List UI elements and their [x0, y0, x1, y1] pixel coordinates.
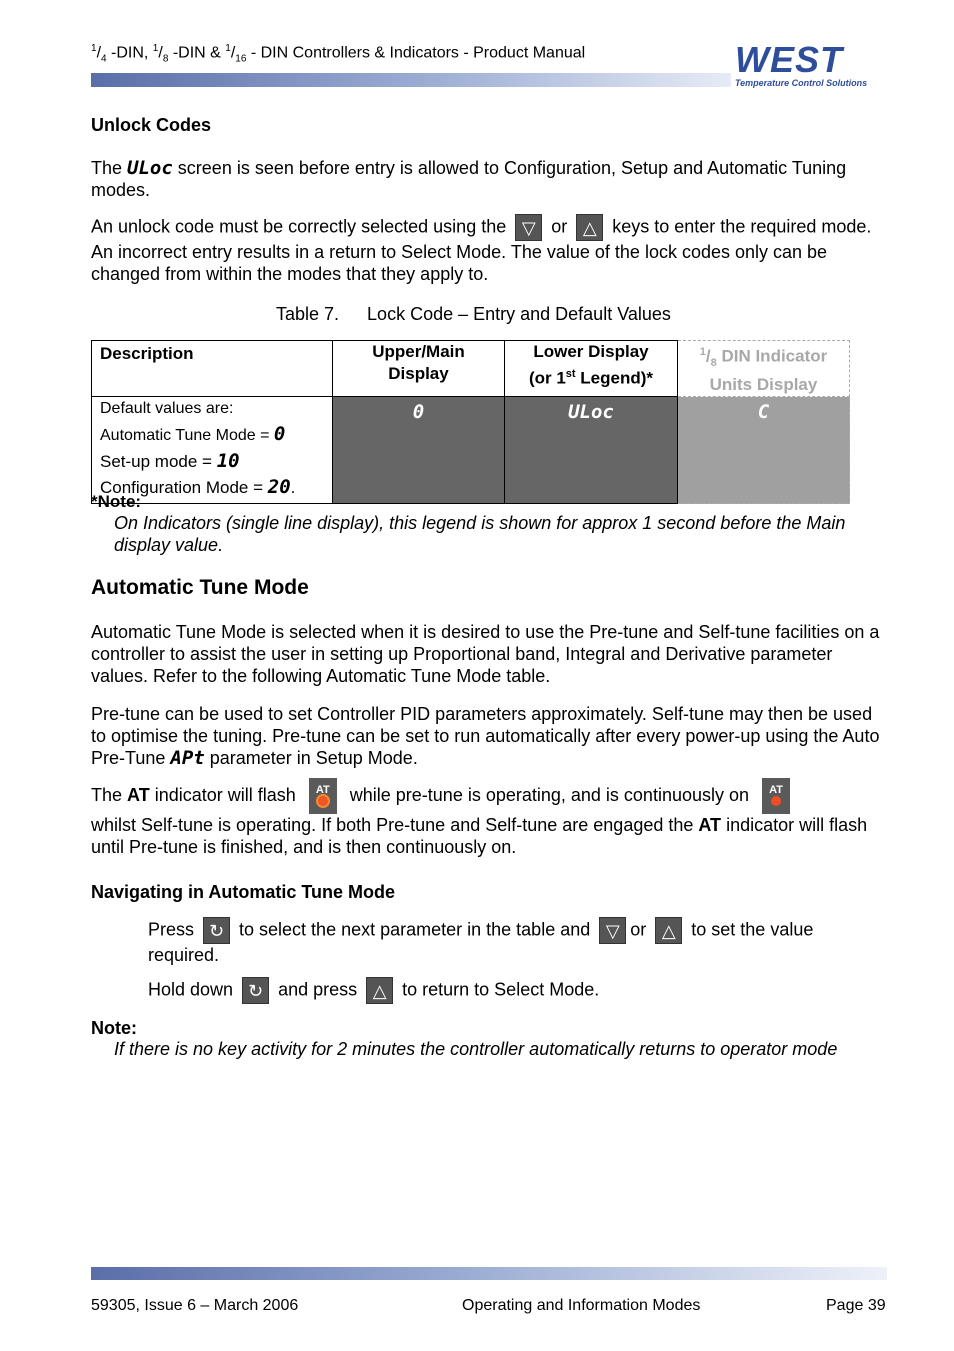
din-display-cell	[678, 397, 850, 504]
header-line: Upper/Main	[372, 342, 465, 361]
auto-paragraph-2	[91, 703, 891, 769]
text: Set-up mode =	[100, 452, 217, 472]
at-label: AT	[769, 784, 783, 796]
fraction-den: 8	[710, 357, 717, 370]
title-text: - DIN Controllers & Indicators - Product Manual	[246, 44, 586, 62]
apt-code: APt	[170, 747, 205, 769]
fraction-num: 1	[91, 43, 97, 54]
at-bold: AT	[127, 784, 150, 805]
footer-issue: 59305, Issue 6 – March 2006	[91, 1297, 299, 1314]
text: screen is seen before entry is allowed to Configuration, Setup and Automatic Tuning modes.	[91, 158, 847, 200]
down-key-icon: ▽	[599, 917, 626, 944]
text: The	[91, 158, 128, 178]
up-key-icon: △	[576, 214, 603, 241]
text: .	[290, 478, 296, 498]
table-note-text: On Indicators (single line display), this legend is shown for approx 1 second before the Main display value.	[114, 513, 846, 555]
at-flashing-icon	[309, 778, 337, 814]
west-logo	[735, 39, 887, 90]
nav-note-label: Note:	[91, 1018, 137, 1038]
th-lower	[505, 341, 678, 397]
header-line: Units Display	[709, 375, 818, 395]
fraction-den: 16	[235, 53, 247, 65]
text: to set the value	[686, 919, 814, 940]
text: An unlock code must be correctly selected using the	[91, 216, 512, 237]
text: keys to enter the required mode. An incorrect entry results in a return to Select Mode. The value of the lock codes only can be changed from within the modes that they apply to.	[91, 216, 872, 284]
caption-text: Lock Code – Entry and Default Values	[367, 304, 671, 324]
footer-section: Operating and Information Modes	[462, 1297, 701, 1314]
upper-display-cell	[333, 397, 505, 504]
text: indicator will flash until Pre-tune is finished, and is then continuously on.	[91, 815, 868, 857]
th-upper	[333, 341, 505, 397]
seg-value: 20	[267, 476, 291, 499]
text: The	[91, 784, 128, 805]
auto-heading: Automatic Tune Mode	[91, 576, 309, 599]
text: Legend)*	[575, 368, 654, 388]
desc-intro: Default values are:	[100, 400, 234, 418]
desc-setup	[100, 449, 324, 474]
footer-gradient-bar	[91, 1267, 887, 1280]
table-note-label: *Note:	[91, 492, 142, 511]
fraction-den: 8	[162, 53, 169, 65]
title-text: -DIN &	[168, 44, 226, 62]
auto-paragraph-3	[91, 778, 891, 858]
header-gradient-bar	[91, 73, 731, 87]
text: to return to Select Mode.	[397, 979, 600, 1000]
text: Automatic Tune Mode =	[100, 427, 274, 445]
text: or	[630, 919, 652, 940]
cycle-key-icon: ↻	[203, 917, 230, 944]
at-steady-icon	[762, 778, 790, 814]
text: required.	[148, 945, 220, 965]
seg-value: 10	[216, 450, 240, 473]
text: (or 1	[528, 368, 566, 388]
lock-code-table	[91, 340, 850, 504]
nav-line-2	[148, 977, 888, 1004]
table-caption	[276, 303, 671, 325]
text: Hold down	[148, 979, 239, 1000]
text: Configuration Mode =	[100, 478, 268, 498]
title-text: -DIN,	[106, 44, 153, 62]
header-line: Display	[388, 364, 449, 383]
text: or	[546, 216, 573, 237]
seg-value: ULoc	[568, 401, 614, 424]
at-bold: AT	[698, 815, 722, 835]
fraction-den: 4	[101, 53, 107, 65]
text: whilst Self-tune is operating. If both Pre-tune and Self-tune are engaged the	[91, 815, 699, 835]
seg-value: C	[757, 401, 770, 424]
desc-auto	[100, 421, 324, 449]
text: and press	[273, 979, 363, 1000]
header-line	[505, 363, 677, 390]
nav-heading: Navigating in Automatic Tune Mode	[91, 882, 396, 902]
header-title: $^1/_4$ -DIN, $^1/_8$ -DIN & $^1/_{16}$ - DIN Controllers & Indicators - Product Manual	[91, 43, 586, 65]
fraction-num: 1	[699, 346, 706, 358]
header-line: Lower Display	[533, 342, 649, 361]
footer-page-number: Page 39	[826, 1297, 886, 1314]
description-cell	[92, 397, 333, 504]
text: indicator will flash	[149, 784, 301, 805]
text: Press	[148, 919, 200, 940]
seg-value: 0	[412, 401, 425, 424]
flash-dot	[318, 796, 328, 806]
down-key-icon: ▽	[515, 214, 542, 241]
th-description: Description	[92, 341, 333, 397]
uloc-code: ULoc	[127, 157, 173, 179]
caption-number: Table 7.	[276, 304, 340, 324]
up-key-icon: △	[655, 917, 682, 944]
seg-value: 0	[273, 423, 286, 446]
th-din-indicator	[678, 341, 850, 397]
text: while pre-tune is operating, and is continuously on	[344, 784, 755, 805]
logo-word: WEST	[735, 39, 843, 80]
up-key-icon: △	[366, 977, 393, 1004]
at-label: AT	[315, 784, 330, 796]
unlock-paragraph-1	[91, 157, 891, 201]
steady-dot	[771, 796, 781, 806]
unlock-heading: Unlock Codes	[91, 115, 212, 135]
text: DIN Indicator	[716, 346, 828, 366]
nav-line-1	[148, 917, 888, 966]
lower-display-cell	[505, 397, 678, 504]
unlock-paragraph-2	[91, 214, 891, 285]
header-line: $^1/_8$ DIN Indicator	[699, 346, 828, 370]
logo-tagline: Temperature Control Solutions	[735, 78, 868, 88]
nav-note-text: If there is no key activity for 2 minutes the controller automatically returns to operator mode	[114, 1039, 838, 1059]
superscript: st	[565, 368, 576, 380]
text: parameter in Setup Mode.	[204, 748, 418, 768]
auto-paragraph-1: Automatic Tune Mode is selected when it is desired to use the Pre-tune and Self-tune facilities on a controller to assist the user in setting up Proportional band, Integral and Derivative parameter values. Refer to the following Automatic Tune Mode table.	[91, 622, 880, 686]
fraction-num: 1	[152, 43, 159, 54]
cycle-key-icon: ↻	[242, 977, 269, 1004]
text: to select the next parameter in the table and	[234, 919, 596, 940]
fraction-num: 1	[225, 43, 231, 54]
text: Pre-tune can be used to set Controller PID parameters approximately. Self-tune may then be used to optimise the tuning. Pre-tune can be set to run automatically after every power-up using the Auto Pre-Tune	[91, 704, 880, 768]
